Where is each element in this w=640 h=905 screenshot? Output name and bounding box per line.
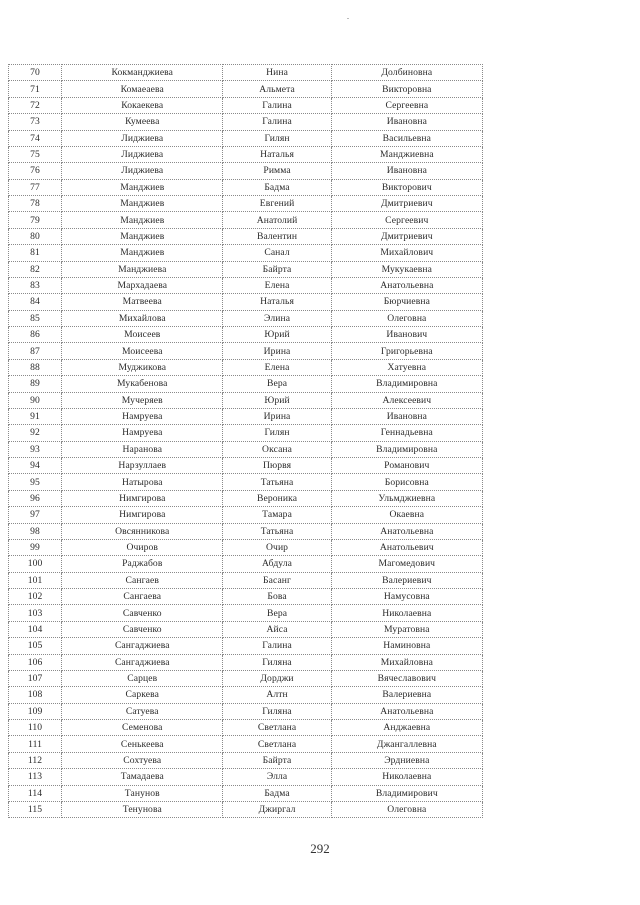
first-name-cell: Гиляна xyxy=(223,654,331,670)
first-name-cell: Басанг xyxy=(223,572,331,588)
first-name-cell: Бадма xyxy=(223,179,331,195)
surname-cell: Савченко xyxy=(62,605,223,621)
row-number-cell: 110 xyxy=(9,720,62,736)
first-name-cell: Абдула xyxy=(223,556,331,572)
table-row xyxy=(9,441,483,457)
patronymic-cell: Мукукаевна xyxy=(331,261,482,277)
table-row xyxy=(9,343,483,359)
surname-cell: Савченко xyxy=(62,621,223,637)
row-number-cell: 108 xyxy=(9,687,62,703)
surname-cell: Сангаджиева xyxy=(62,654,223,670)
surname-cell: Лиджиева xyxy=(62,146,223,162)
first-name-cell: Галина xyxy=(223,97,331,113)
row-number-cell: 91 xyxy=(9,408,62,424)
surname-cell: Мукабенова xyxy=(62,376,223,392)
first-name-cell: Елена xyxy=(223,277,331,293)
patronymic-cell: Окаевна xyxy=(331,507,482,523)
surname-cell: Нимгирова xyxy=(62,507,223,523)
row-number-cell: 72 xyxy=(9,97,62,113)
table-row xyxy=(9,146,483,162)
surname-cell: Кокманджиева xyxy=(62,65,223,81)
row-number-cell: 115 xyxy=(9,801,62,817)
row-number-cell: 107 xyxy=(9,670,62,686)
surname-cell: Раджабов xyxy=(62,556,223,572)
row-number-cell: 93 xyxy=(9,441,62,457)
patronymic-cell: Васильевна xyxy=(331,130,482,146)
first-name-cell: Байрта xyxy=(223,752,331,768)
patronymic-cell: Валериевна xyxy=(331,687,482,703)
table-row xyxy=(9,785,483,801)
surname-cell: Лиджиева xyxy=(62,163,223,179)
first-name-cell: Бадма xyxy=(223,785,331,801)
surname-cell: Намруева xyxy=(62,408,223,424)
surname-cell: Матвеева xyxy=(62,294,223,310)
surname-cell: Кокаекева xyxy=(62,97,223,113)
first-name-cell: Елена xyxy=(223,359,331,375)
row-number-cell: 105 xyxy=(9,638,62,654)
row-number-cell: 82 xyxy=(9,261,62,277)
table-row xyxy=(9,654,483,670)
first-name-cell: Вероника xyxy=(223,490,331,506)
patronymic-cell: Муратовна xyxy=(331,621,482,637)
patronymic-cell: Романович xyxy=(331,458,482,474)
first-name-cell: Дорджи xyxy=(223,670,331,686)
surname-cell: Мархадаева xyxy=(62,277,223,293)
first-name-cell: Светлана xyxy=(223,720,331,736)
row-number-cell: 71 xyxy=(9,81,62,97)
patronymic-cell: Сергеевич xyxy=(331,212,482,228)
surname-cell: Сарцев xyxy=(62,670,223,686)
surname-cell: Нимгирова xyxy=(62,490,223,506)
table-row xyxy=(9,327,483,343)
row-number-cell: 75 xyxy=(9,146,62,162)
table-row xyxy=(9,261,483,277)
row-number-cell: 81 xyxy=(9,245,62,261)
patronymic-cell: Анатольевна xyxy=(331,523,482,539)
table-row xyxy=(9,752,483,768)
row-number-cell: 102 xyxy=(9,589,62,605)
table-row xyxy=(9,212,483,228)
first-name-cell: Татьяна xyxy=(223,523,331,539)
table-row xyxy=(9,130,483,146)
table-row xyxy=(9,294,483,310)
row-number-cell: 114 xyxy=(9,785,62,801)
surname-cell: Овсянникова xyxy=(62,523,223,539)
row-number-cell: 111 xyxy=(9,736,62,752)
surname-cell: Сангаева xyxy=(62,589,223,605)
first-name-cell: Наталья xyxy=(223,146,331,162)
patronymic-cell: Ивановна xyxy=(331,163,482,179)
surname-cell: Сатуева xyxy=(62,703,223,719)
first-name-cell: Тамара xyxy=(223,507,331,523)
first-name-cell: Галина xyxy=(223,638,331,654)
first-name-cell: Альмета xyxy=(223,81,331,97)
surname-cell: Манджиева xyxy=(62,261,223,277)
row-number-cell: 94 xyxy=(9,458,62,474)
table-row xyxy=(9,736,483,752)
first-name-cell: Вера xyxy=(223,605,331,621)
first-name-cell: Вера xyxy=(223,376,331,392)
table-row xyxy=(9,179,483,195)
patronymic-cell: Наминовна xyxy=(331,638,482,654)
table-row xyxy=(9,277,483,293)
first-name-cell: Анатолий xyxy=(223,212,331,228)
row-number-cell: 79 xyxy=(9,212,62,228)
row-number-cell: 77 xyxy=(9,179,62,195)
table-row xyxy=(9,474,483,490)
first-name-cell: Наталья xyxy=(223,294,331,310)
table-row xyxy=(9,163,483,179)
surname-cell: Семенова xyxy=(62,720,223,736)
first-name-cell: Очир xyxy=(223,539,331,555)
row-number-cell: 96 xyxy=(9,490,62,506)
surname-cell: Танунов xyxy=(62,785,223,801)
row-number-cell: 88 xyxy=(9,359,62,375)
row-number-cell: 70 xyxy=(9,65,62,81)
patronymic-cell: Ульмджиевна xyxy=(331,490,482,506)
first-name-cell: Евгений xyxy=(223,196,331,212)
table-row xyxy=(9,801,483,817)
table-row xyxy=(9,196,483,212)
row-number-cell: 112 xyxy=(9,752,62,768)
first-name-cell: Нина xyxy=(223,65,331,81)
name-table-body xyxy=(9,65,483,818)
patronymic-cell: Борисовна xyxy=(331,474,482,490)
patronymic-cell: Владимировна xyxy=(331,441,482,457)
patronymic-cell: Анатольевна xyxy=(331,277,482,293)
surname-cell: Наранова xyxy=(62,441,223,457)
first-name-cell: Пюрвя xyxy=(223,458,331,474)
surname-cell: Манджиев xyxy=(62,245,223,261)
patronymic-cell: Анатольевич xyxy=(331,539,482,555)
row-number-cell: 73 xyxy=(9,114,62,130)
first-name-cell: Гилян xyxy=(223,425,331,441)
patronymic-cell: Геннадьевна xyxy=(331,425,482,441)
patronymic-cell: Джангаллевна xyxy=(331,736,482,752)
patronymic-cell: Михайловна xyxy=(331,654,482,670)
patronymic-cell: Иванович xyxy=(331,327,482,343)
patronymic-cell: Манджиевна xyxy=(331,146,482,162)
surname-cell: Сенькеева xyxy=(62,736,223,752)
table-row xyxy=(9,638,483,654)
first-name-cell: Татьяна xyxy=(223,474,331,490)
row-number-cell: 90 xyxy=(9,392,62,408)
surname-cell: Моисеев xyxy=(62,327,223,343)
patronymic-cell: Долбиновна xyxy=(331,65,482,81)
row-number-cell: 74 xyxy=(9,130,62,146)
patronymic-cell: Викторовна xyxy=(331,81,482,97)
table-row xyxy=(9,687,483,703)
patronymic-cell: Николаевна xyxy=(331,605,482,621)
row-number-cell: 89 xyxy=(9,376,62,392)
surname-cell: Манджиев xyxy=(62,228,223,244)
surname-cell: Тамадаева xyxy=(62,769,223,785)
row-number-cell: 86 xyxy=(9,327,62,343)
first-name-cell: Айса xyxy=(223,621,331,637)
surname-cell: Комаеаева xyxy=(62,81,223,97)
table-row xyxy=(9,228,483,244)
table-row xyxy=(9,572,483,588)
table-row xyxy=(9,605,483,621)
row-number-cell: 87 xyxy=(9,343,62,359)
first-name-cell: Юрий xyxy=(223,392,331,408)
patronymic-cell: Эрдниевна xyxy=(331,752,482,768)
table-row xyxy=(9,589,483,605)
patronymic-cell: Дмитриевич xyxy=(331,228,482,244)
scan-speck xyxy=(347,18,349,19)
name-table xyxy=(8,64,483,818)
surname-cell: Сангаев xyxy=(62,572,223,588)
patronymic-cell: Намусовна xyxy=(331,589,482,605)
row-number-cell: 80 xyxy=(9,228,62,244)
row-number-cell: 101 xyxy=(9,572,62,588)
surname-cell: Михайлова xyxy=(62,310,223,326)
row-number-cell: 106 xyxy=(9,654,62,670)
row-number-cell: 92 xyxy=(9,425,62,441)
first-name-cell: Галина xyxy=(223,114,331,130)
table-row xyxy=(9,703,483,719)
row-number-cell: 98 xyxy=(9,523,62,539)
surname-cell: Сохтуева xyxy=(62,752,223,768)
table-row xyxy=(9,81,483,97)
row-number-cell: 100 xyxy=(9,556,62,572)
row-number-cell: 95 xyxy=(9,474,62,490)
patronymic-cell: Дмитриевич xyxy=(331,196,482,212)
table-row xyxy=(9,392,483,408)
patronymic-cell: Анджаевна xyxy=(331,720,482,736)
table-row xyxy=(9,458,483,474)
row-number-cell: 78 xyxy=(9,196,62,212)
table-row xyxy=(9,376,483,392)
surname-cell: Моисеева xyxy=(62,343,223,359)
first-name-cell: Оксана xyxy=(223,441,331,457)
first-name-cell: Ирина xyxy=(223,343,331,359)
table-row xyxy=(9,507,483,523)
table-row xyxy=(9,720,483,736)
first-name-cell: Джиргал xyxy=(223,801,331,817)
patronymic-cell: Ивановна xyxy=(331,408,482,424)
surname-cell: Намруева xyxy=(62,425,223,441)
first-name-cell: Байрта xyxy=(223,261,331,277)
row-number-cell: 85 xyxy=(9,310,62,326)
patronymic-cell: Владимировна xyxy=(331,376,482,392)
table-row xyxy=(9,539,483,555)
first-name-cell: Санал xyxy=(223,245,331,261)
patronymic-cell: Владимирович xyxy=(331,785,482,801)
first-name-cell: Светлана xyxy=(223,736,331,752)
first-name-cell: Гилян xyxy=(223,130,331,146)
table-row xyxy=(9,310,483,326)
row-number-cell: 97 xyxy=(9,507,62,523)
first-name-cell: Римма xyxy=(223,163,331,179)
surname-cell: Очиров xyxy=(62,539,223,555)
surname-cell: Нарзуллаев xyxy=(62,458,223,474)
patronymic-cell: Сергеевна xyxy=(331,97,482,113)
patronymic-cell: Ивановна xyxy=(331,114,482,130)
patronymic-cell: Викторович xyxy=(331,179,482,195)
surname-cell: Лиджиева xyxy=(62,130,223,146)
surname-cell: Манджиев xyxy=(62,212,223,228)
table-row xyxy=(9,556,483,572)
surname-cell: Кумеева xyxy=(62,114,223,130)
surname-cell: Сангаджиева xyxy=(62,638,223,654)
surname-cell: Мучеряев xyxy=(62,392,223,408)
table-row xyxy=(9,425,483,441)
table-row xyxy=(9,769,483,785)
first-name-cell: Алтн xyxy=(223,687,331,703)
patronymic-cell: Михайлович xyxy=(331,245,482,261)
table-row xyxy=(9,359,483,375)
page-number: 292 xyxy=(310,841,330,856)
table-row xyxy=(9,523,483,539)
patronymic-cell: Григорьевна xyxy=(331,343,482,359)
row-number-cell: 104 xyxy=(9,621,62,637)
patronymic-cell: Алексеевич xyxy=(331,392,482,408)
patronymic-cell: Вячеславович xyxy=(331,670,482,686)
surname-cell: Тенунова xyxy=(62,801,223,817)
table-row xyxy=(9,670,483,686)
first-name-cell: Валентин xyxy=(223,228,331,244)
patronymic-cell: Валериевич xyxy=(331,572,482,588)
row-number-cell: 84 xyxy=(9,294,62,310)
table-row xyxy=(9,114,483,130)
surname-cell: Манджиев xyxy=(62,179,223,195)
table-row xyxy=(9,408,483,424)
patronymic-cell: Хатуевна xyxy=(331,359,482,375)
table-row xyxy=(9,245,483,261)
row-number-cell: 76 xyxy=(9,163,62,179)
table-row xyxy=(9,97,483,113)
row-number-cell: 99 xyxy=(9,539,62,555)
patronymic-cell: Олеговна xyxy=(331,801,482,817)
patronymic-cell: Магомедович xyxy=(331,556,482,572)
first-name-cell: Бова xyxy=(223,589,331,605)
row-number-cell: 109 xyxy=(9,703,62,719)
table-row xyxy=(9,621,483,637)
patronymic-cell: Анатольевна xyxy=(331,703,482,719)
surname-cell: Манджиев xyxy=(62,196,223,212)
table-row xyxy=(9,490,483,506)
surname-cell: Муджикова xyxy=(62,359,223,375)
first-name-cell: Элла xyxy=(223,769,331,785)
first-name-cell: Элина xyxy=(223,310,331,326)
table-row xyxy=(9,65,483,81)
first-name-cell: Юрий xyxy=(223,327,331,343)
patronymic-cell: Николаевна xyxy=(331,769,482,785)
row-number-cell: 113 xyxy=(9,769,62,785)
surname-cell: Саркева xyxy=(62,687,223,703)
first-name-cell: Гиляна xyxy=(223,703,331,719)
row-number-cell: 83 xyxy=(9,277,62,293)
surname-cell: Натырова xyxy=(62,474,223,490)
patronymic-cell: Олеговна xyxy=(331,310,482,326)
row-number-cell: 103 xyxy=(9,605,62,621)
patronymic-cell: Бюрчиевна xyxy=(331,294,482,310)
first-name-cell: Ирина xyxy=(223,408,331,424)
